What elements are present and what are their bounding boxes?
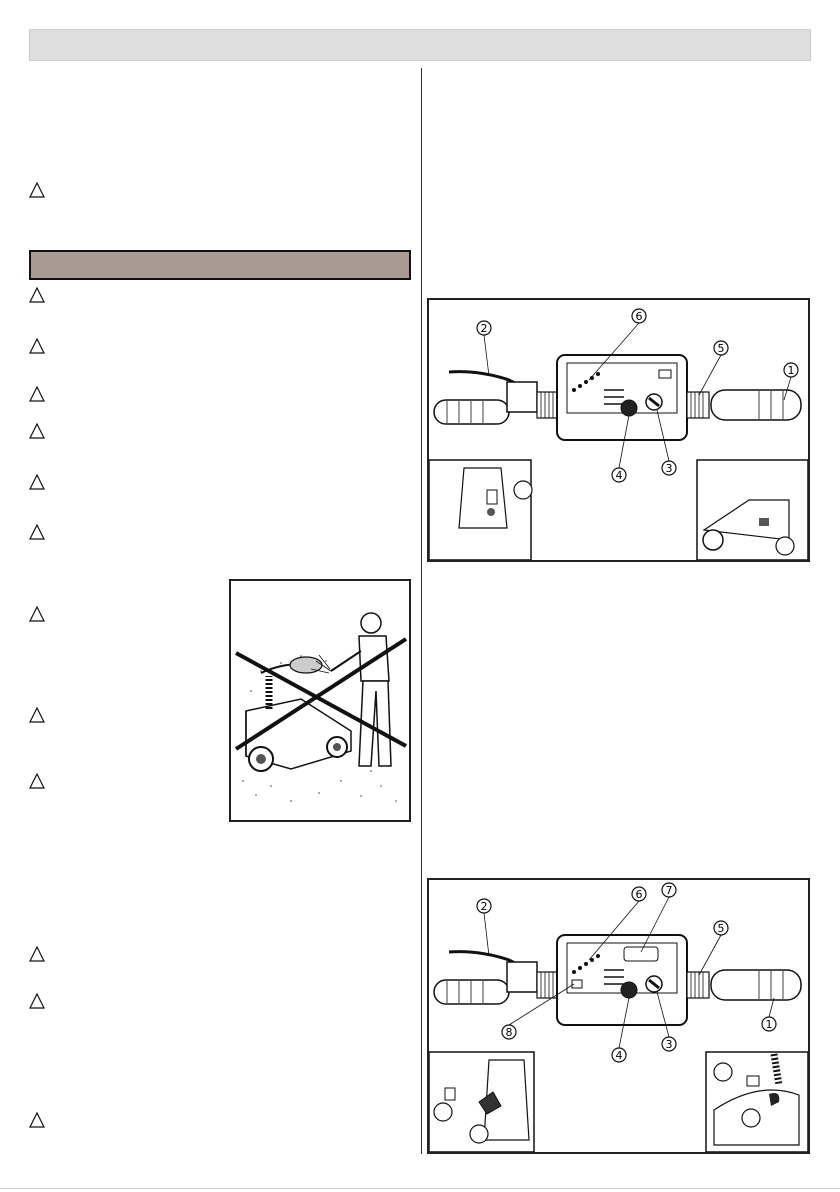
- callout-6: 6: [635, 310, 643, 323]
- figure-control-panel-1: [427, 298, 810, 562]
- callout-6: 6: [635, 888, 643, 901]
- warning-icon: [29, 707, 45, 723]
- warning-icon: [29, 993, 45, 1009]
- page-bottom-rule: [0, 1188, 840, 1189]
- callout-8: 8: [505, 1026, 513, 1039]
- callout-7: 7: [665, 884, 673, 897]
- callout-1: 1: [787, 364, 795, 377]
- warning-icon: [29, 606, 45, 622]
- warning-icon: [29, 423, 45, 439]
- column-divider: [421, 68, 422, 1154]
- callout-2: 2: [480, 900, 488, 913]
- callout-3: 3: [665, 1038, 673, 1051]
- callout-5: 5: [717, 342, 725, 355]
- warning-icon: [29, 338, 45, 354]
- warning-icon: [29, 1112, 45, 1128]
- callout-2: 2: [480, 322, 488, 335]
- section-heading-bar: [29, 250, 411, 280]
- warning-icon: [29, 474, 45, 490]
- figure-control-panel-2: [427, 878, 810, 1154]
- callout-3: 3: [665, 462, 673, 475]
- callout-4: 4: [615, 1049, 623, 1062]
- warning-icon: [29, 946, 45, 962]
- warning-icon: [29, 386, 45, 402]
- figure-no-water-jet: [229, 579, 411, 822]
- warning-icon: [29, 773, 45, 789]
- warning-icon: [29, 182, 45, 198]
- callout-4: 4: [615, 469, 623, 482]
- callout-1: 1: [765, 1018, 773, 1031]
- callout-5: 5: [717, 922, 725, 935]
- page-header-bar: [29, 29, 811, 61]
- warning-icon: [29, 287, 45, 303]
- warning-icon: [29, 524, 45, 540]
